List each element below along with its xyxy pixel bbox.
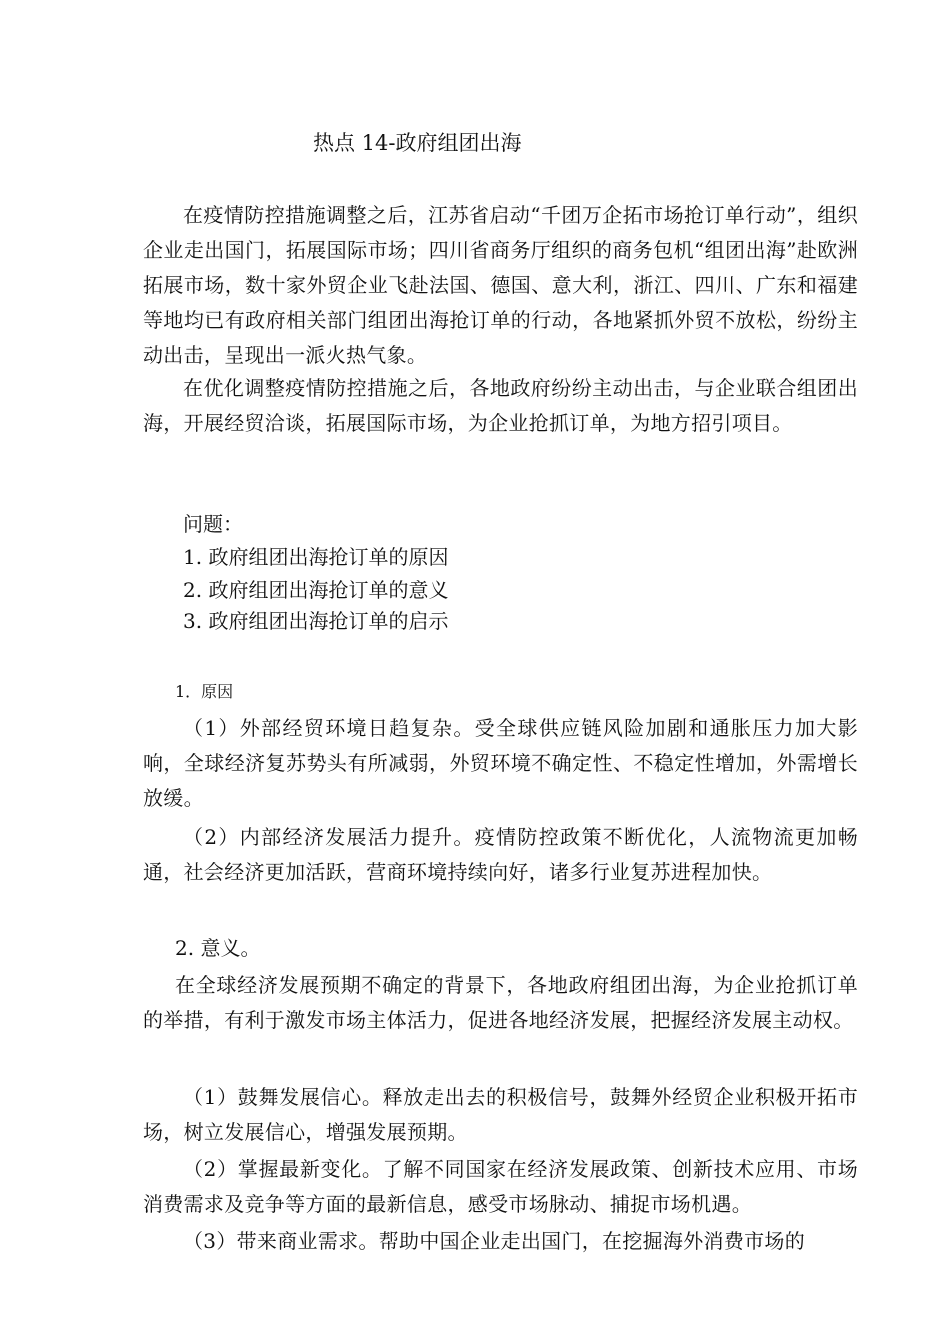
question-item-2: 2. 政府组团出海抢订单的意义 <box>183 578 449 602</box>
section2-paragraph-1: （1）鼓舞发展信心。释放走出去的积极信号，鼓舞外经贸企业积极开拓市场，树立发展信心，增强发展预期。 <box>143 1085 858 1144</box>
page-title: 热点 14-政府组团出海 <box>313 131 522 155</box>
section2-paragraph-2: （2）掌握最新变化。了解不同国家在经济发展政策、创新技术应用、市场消费需求及竞争等方面的最新信息，感受市场脉动、捕捉市场机遇。 <box>143 1157 858 1216</box>
section2-heading: 2. 意义。 <box>175 936 261 960</box>
intro-paragraph-1: 在疫情防控措施调整之后，江苏省启动“千团万企拓市场抢订单行动”，组织企业走出国门，拓展国际市场；四川省商务厅组织的商务包机“组团出海”赴欧洲拓展市场，数十家外贸企业飞赴法国、德国、意大利，浙江、四川、广东和福建等地均已有政府相关部门组团出海抢订单的行动，各地紧抓外贸不放松，纷纷主动出击，呈现出一派火热气象。 <box>143 203 858 367</box>
intro-paragraph-2: 在优化调整疫情防控措施之后，各地政府纷纷主动出击，与企业联合组团出海，开展经贸洽谈，拓展国际市场，为企业抢抓订单，为地方招引项目。 <box>143 376 858 435</box>
questions-label: 问题： <box>183 512 243 536</box>
section2-paragraph-3: （3）带来商业需求。帮助中国企业走出国门，在挖掘海外消费市场的 <box>183 1229 806 1253</box>
section1-paragraph-2: （2）内部经济发展活力提升。疫情防控政策不断优化，人流物流更加畅通，社会经济更加活跃，营商环境持续向好，诸多行业复苏进程加快。 <box>143 825 858 884</box>
section2-intro: 在全球经济发展预期不确定的背景下，各地政府组团出海，为企业抢抓订单的举措，有利于激发市场主体活力，促进各地经济发展，把握经济发展主动权。 <box>143 973 858 1032</box>
question-item-3: 3. 政府组团出海抢订单的启示 <box>183 609 449 633</box>
section1-heading: 1．原因 <box>175 682 234 701</box>
section1-paragraph-1: （1）外部经贸环境日趋复杂。受全球供应链风险加剧和通胀压力加大影响，全球经济复苏势头有所减弱，外贸环境不确定性、不稳定性增加，外需增长放缓。 <box>143 716 858 810</box>
question-item-1: 1. 政府组团出海抢订单的原因 <box>183 545 449 569</box>
